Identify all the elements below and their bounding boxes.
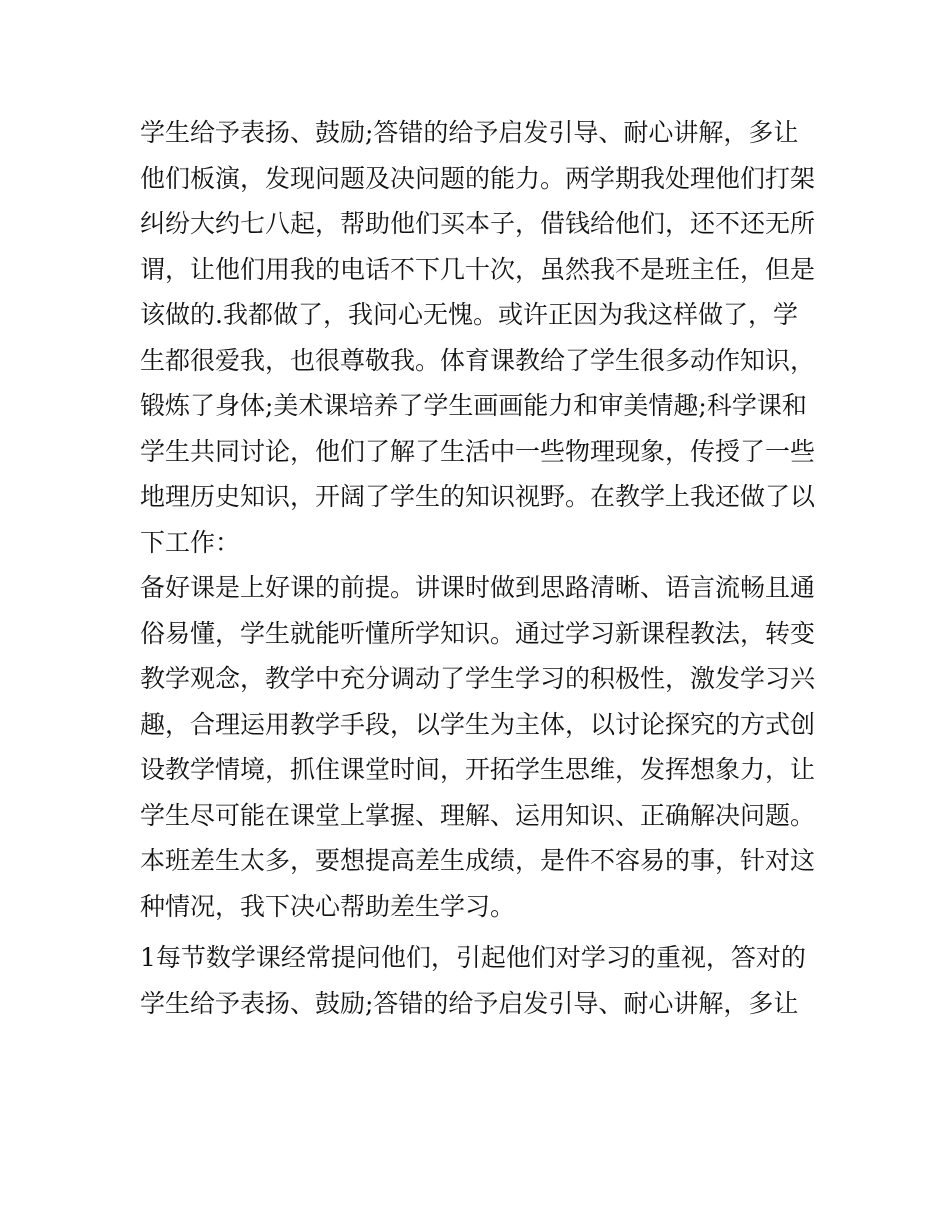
paragraph-1	[140, 110, 820, 565]
text-line: 锻炼了身体;美术课培养了学生画画能力和审美情趣;科学课和	[140, 391, 807, 420]
document-body	[140, 110, 820, 1026]
paragraph-2	[140, 565, 820, 929]
text-line: 该做的.我都做了，我问心无愧。或许正因为我这样做了，学	[140, 300, 798, 329]
text-line: 俗易懂，学生就能听懂所学知识。通过学习新课程教法，转变	[140, 618, 816, 648]
text-line: 教学观念，教学中充分调动了学生学习的积极性，激发学习兴	[140, 664, 816, 693]
text-line: 学生给予表扬、鼓励;答错的给予启发引导、耐心讲解，多让	[140, 988, 799, 1018]
text-line: 趣，合理运用教学手段，以学生为主体，以讨论探究的方式创	[140, 709, 816, 739]
text-line: 地理历史知识，开阔了学生的知识视野。在教学上我还做了以	[140, 482, 816, 511]
text-line: 1每节数学课经常提问他们，引起他们对学习的重视，答对的	[140, 943, 806, 972]
text-line: 本班差生太多，要想提高差生成绩，是件不容易的事，针对这	[140, 846, 816, 875]
text-line: 学生尽可能在课堂上掌握、理解、运用知识、正确解决问题。	[140, 800, 816, 830]
text-line: 设教学情境，抓住课堂时间，开拓学生思维，发挥想象力，让	[140, 755, 816, 784]
text-line: 学生给予表扬、鼓励;答错的给予启发引导、耐心讲解，多让	[140, 118, 799, 147]
paragraph-3	[140, 935, 820, 1026]
text-line: 学生共同讨论，他们了解了生活中一些物理现象，传授了一些	[140, 436, 816, 466]
text-line: 纠纷大约七八起，帮助他们买本子，借钱给他们，还不还无所	[140, 209, 816, 238]
text-line: 他们板演，发现问题及决问题的能力。两学期我处理他们打架	[140, 163, 816, 193]
text-line: 备好课是上好课的前提。讲课时做到思路清晰、语言流畅且通	[140, 573, 816, 602]
text-line: 下工作：	[140, 527, 241, 557]
text-line: 谓，让他们用我的电话不下几十次，虽然我不是班主任，但是	[140, 254, 816, 284]
text-line: 种情况，我下决心帮助差生学习。	[140, 891, 516, 921]
text-line: 生都很爱我，也很尊敬我。体育课教给了学生很多动作知识，	[140, 345, 816, 375]
